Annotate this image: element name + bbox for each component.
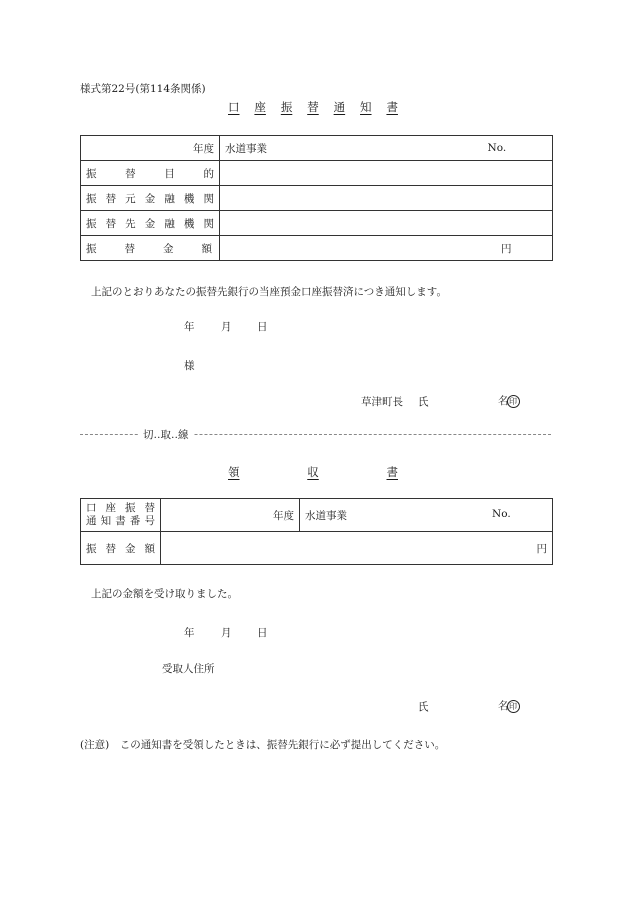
receipt-business: 水道事業 No. (300, 499, 553, 532)
notice-body-text: 上記のとおりあなたの振替先銀行の当座預金口座振替済につき通知します。 (91, 286, 447, 298)
dest-bank-value (220, 211, 553, 236)
receipt-amount-label: 振 替 金 額 (81, 532, 161, 565)
sender-title: 草津町長 (361, 396, 403, 408)
dest-bank-label: 振 替 先 金 融 機 関 (81, 211, 220, 236)
honorific: 様 (184, 360, 195, 372)
receipt-title: 領 収 書 (228, 465, 398, 479)
notice-title: 口 座 振 替 通 知 書 (228, 100, 398, 114)
source-bank-label: 振 替 元 金 融 機 関 (81, 186, 220, 211)
amount-yen: 円 (220, 236, 553, 261)
year-label: 年度 (81, 136, 220, 161)
cut-line-label: 切‥取‥線 (138, 427, 194, 442)
notice-number-label: No. (417, 136, 553, 161)
recipient-name-label: 名印 (498, 698, 520, 713)
notice-table (80, 135, 553, 261)
recipient-address-label: 受取人住所 (162, 663, 215, 675)
seal-icon: 印 (507, 395, 520, 408)
seal-icon: 印 (507, 700, 520, 713)
receipt-date-year: 年 (184, 627, 195, 639)
receipt-date-month: 月 (221, 627, 232, 639)
recipient-name-label-1: 氏 (418, 701, 429, 713)
receipt-body-text: 上記の金額を受け取りました。 (91, 588, 238, 600)
notice-date-day: 日 (257, 321, 268, 333)
sender-name-label: 名印 (498, 393, 520, 408)
business-name: 水道事業 (220, 136, 417, 161)
amount-label: 振 替 金 額 (81, 236, 220, 261)
receipt-table (80, 498, 553, 565)
notice-date-month: 月 (221, 321, 232, 333)
source-bank-value (220, 186, 553, 211)
purpose-value (220, 161, 553, 186)
sender-name-label-1: 氏 (418, 396, 429, 408)
receipt-year-label: 年度 (161, 499, 300, 532)
receipt-date-day: 日 (257, 627, 268, 639)
receipt-amount-yen: 円 (161, 532, 553, 565)
notice-number-label: 口 座 振 替 通 知 書 番 号 (81, 499, 161, 532)
note-text: (注意) この通知書を受領したときは、振替先銀行に必ず提出してください。 (80, 739, 446, 751)
receipt-number-label: No. (492, 508, 511, 520)
form-number: 様式第22号(第114条関係) (80, 83, 206, 95)
notice-date-year: 年 (184, 321, 195, 333)
purpose-label: 振 替 目 的 (81, 161, 220, 186)
